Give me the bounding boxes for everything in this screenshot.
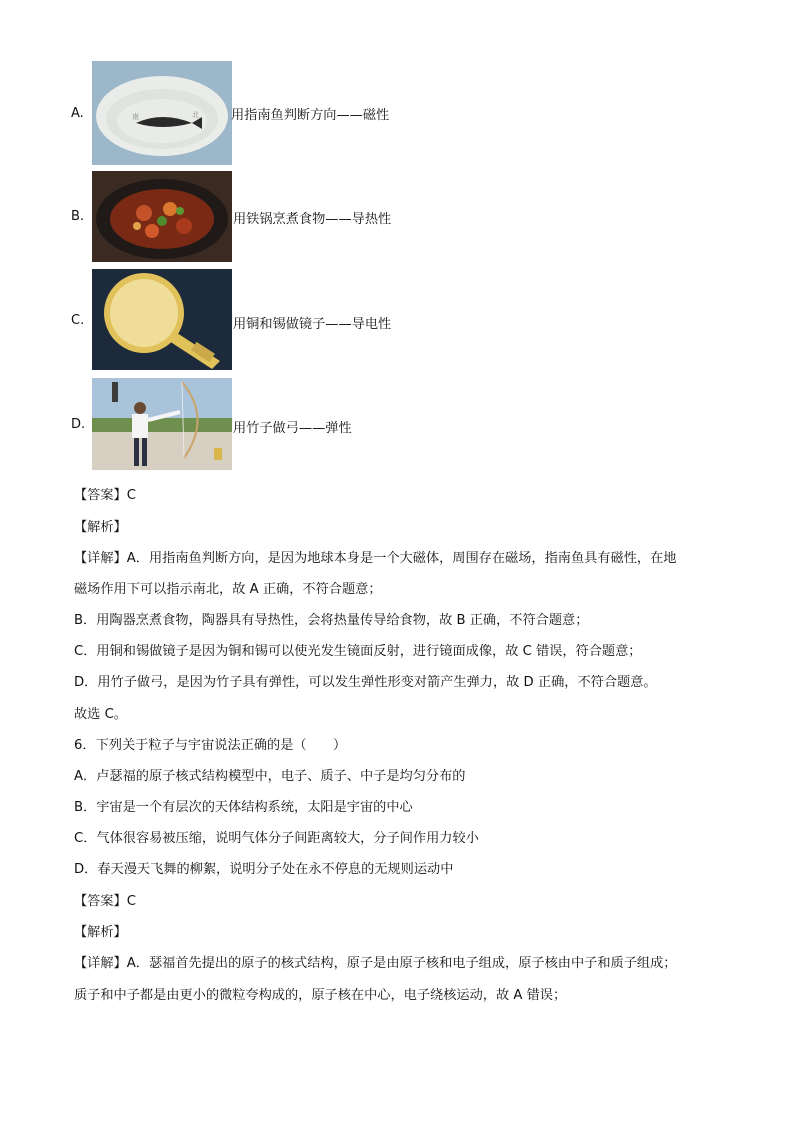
option-c-letter: C. — [71, 313, 85, 328]
q6-choice-a: A．卢瑟福的原子核式结构模型中，电子、质子、中子是均匀分布的 — [74, 769, 466, 784]
q5-detail-line: 磁场作用下可以指示南北，故 A 正确，不符合题意； — [74, 582, 382, 597]
q5-answer — [74, 484, 136, 503]
option-b-text: 用铁锅烹煮食物——导热性 — [233, 212, 392, 227]
option-a-letter: A. — [71, 106, 84, 121]
option-b-letter: B. — [71, 209, 85, 224]
q5-detail-line: D．用竹子做弓，是因为竹子具有弹性，可以发生弹性形变对箭产生弹力，故 D 正确，不符合题意。 — [74, 675, 657, 690]
q6-question: 6．下列关于粒子与宇宙说法正确的是（ ） — [74, 738, 347, 753]
iron-pot-image — [92, 171, 232, 262]
option-d-letter: D. — [71, 417, 86, 432]
answer-label: 【答案】 — [74, 488, 127, 503]
q5-analysis-label: 【解析】 — [74, 520, 127, 535]
q6-choice-d: D．春天漫天飞舞的柳絮，说明分子处在永不停息的无规则运动中 — [74, 862, 454, 877]
svg-text:南: 南 — [132, 113, 139, 121]
compass-bowl-image — [92, 61, 232, 165]
bronze-mirror-image — [92, 269, 232, 370]
option-d-text: 用竹子做弓——弹性 — [233, 421, 352, 436]
q5-detail-line: B．用陶器烹煮食物，陶器具有导热性，会将热量传导给食物，故 B 正确，不符合题意； — [74, 613, 589, 628]
option-a-text: 用指南鱼判断方向——磁性 — [231, 108, 390, 123]
q6-answer — [74, 890, 136, 909]
q5-detail-line: 故选 C。 — [74, 707, 127, 722]
q5-detail-line: 【详解】A．用指南鱼判断方向，是因为地球本身是一个大磁体，周围存在磁场，指南鱼具有磁性，在地 — [74, 551, 677, 566]
q6-detail-line: 质子和中子都是由更小的微粒夸构成的，原子核在中心，电子绕核运动，故 A 错误； — [74, 988, 567, 1003]
answer-value: C — [126, 894, 136, 909]
q6-choice-b: B．宇宙是一个有层次的天体结构系统，太阳是宇宙的中心 — [74, 800, 413, 815]
archer-bow-image — [92, 378, 232, 470]
answer-value: C — [126, 488, 136, 503]
q6-choice-c: C．气体很容易被压缩，说明气体分子间距离较大，分子间作用力较小 — [74, 831, 479, 846]
option-c-text: 用铜和锡做镜子——导电性 — [233, 317, 392, 332]
q6-detail-line: 【详解】A．瑟福首先提出的原子的核式结构，原子是由原子核和电子组成，原子核由中子和质子组成； — [74, 956, 677, 971]
svg-text:北: 北 — [192, 111, 199, 119]
q6-analysis-label: 【解析】 — [74, 925, 127, 940]
answer-label: 【答案】 — [74, 894, 127, 909]
q5-detail-line: C．用铜和锡做镜子是因为铜和锡可以使光发生镜面反射，进行镜面成像，故 C 错误，符合题意； — [74, 644, 642, 659]
